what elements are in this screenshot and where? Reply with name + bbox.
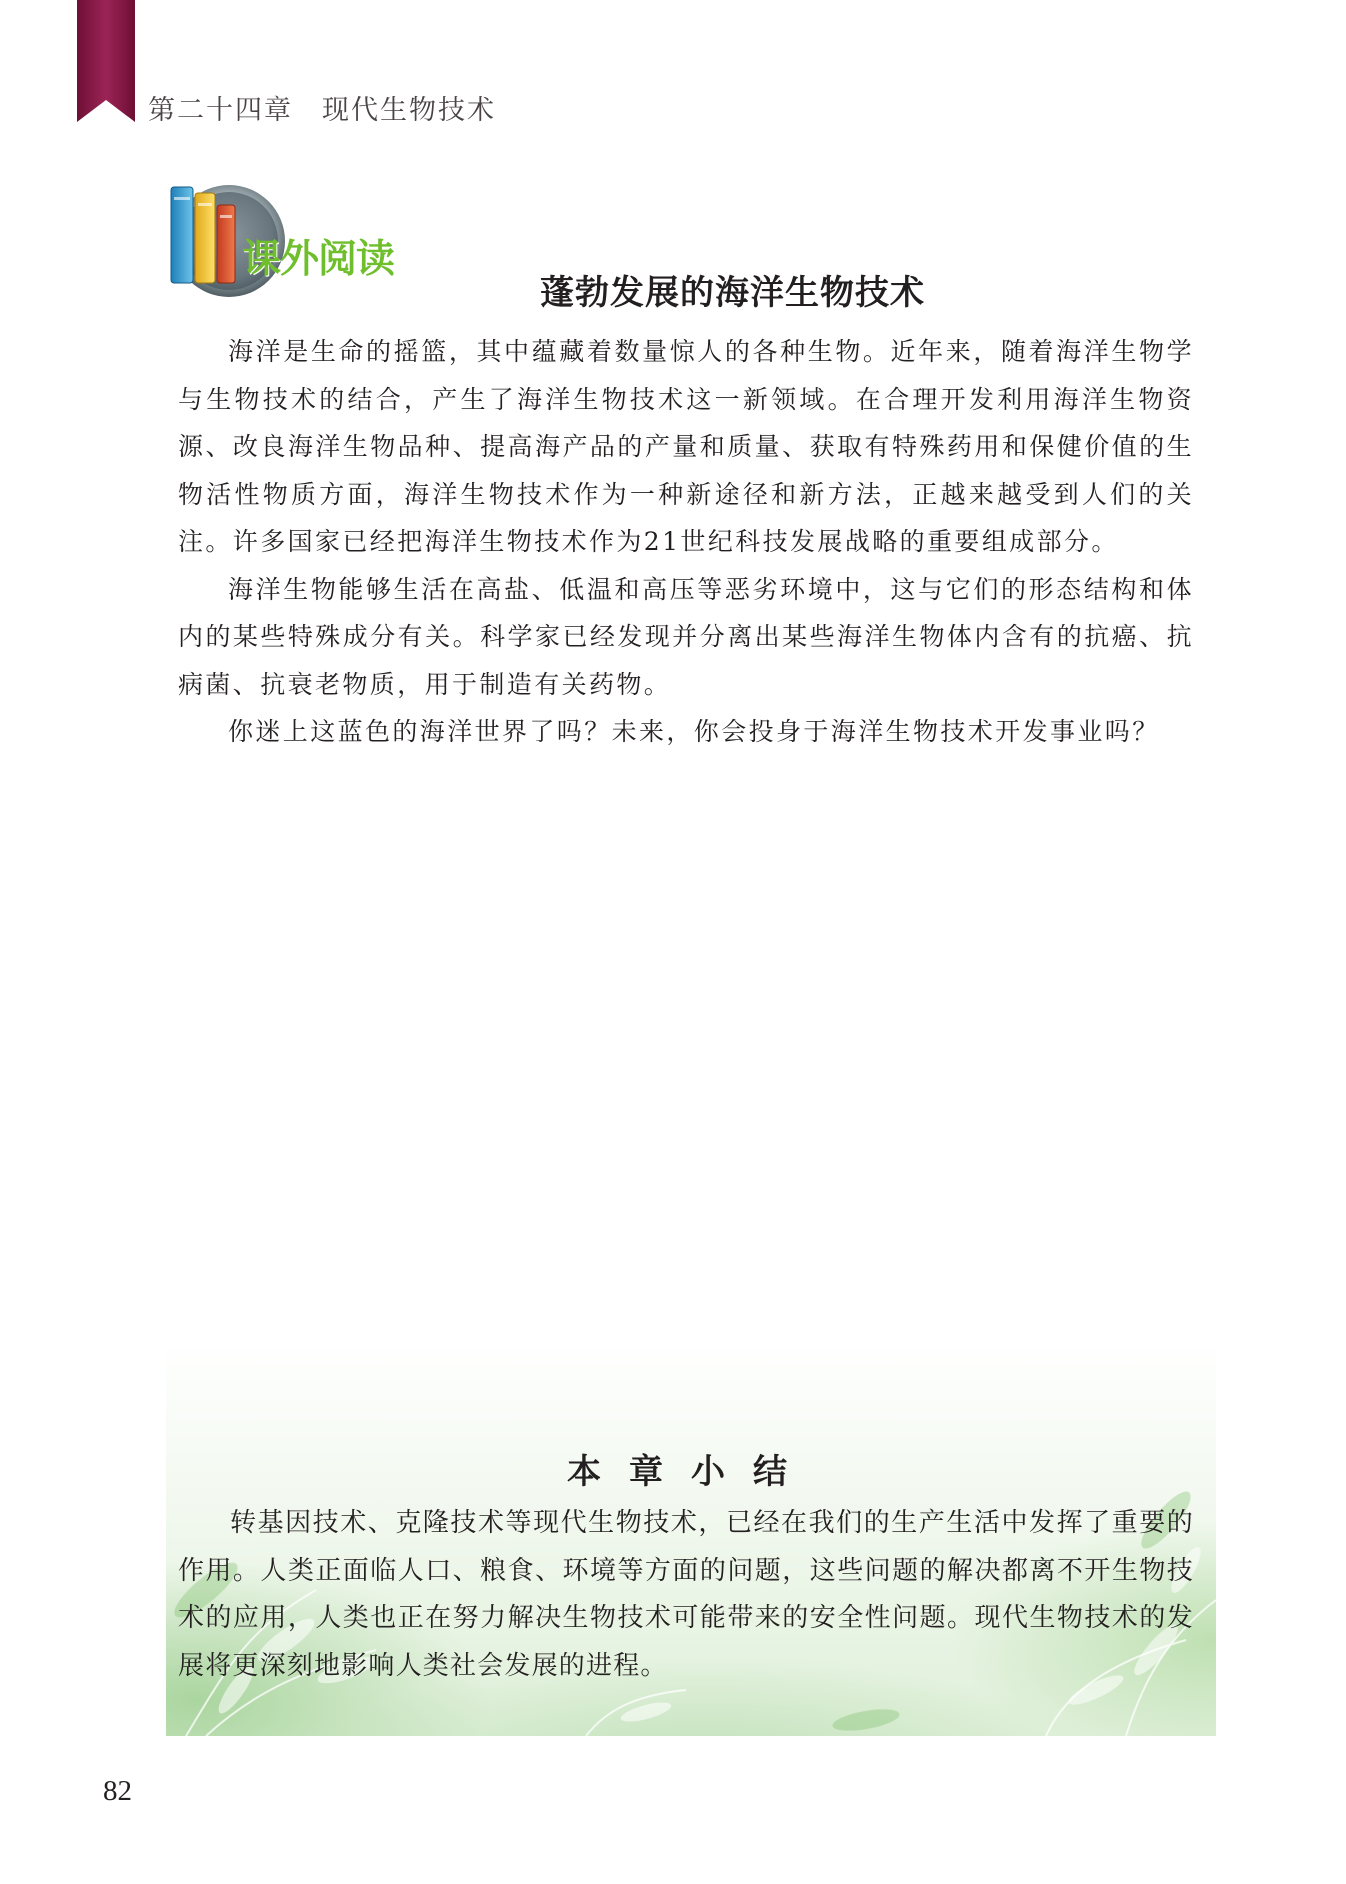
summary-panel: [166, 1340, 1216, 1736]
article-body: [178, 328, 1194, 756]
chapter-ribbon-icon: [77, 0, 135, 122]
article-paragraph: 海洋是生命的摇篮，其中蕴藏着数量惊人的各种生物。近年来，随着海洋生物学与生物技术的结合，产生了海洋生物技术这一新领域。在合理开发利用海洋生物资源、改良海洋生物品种、提高海产品的产量和质量、获取有特殊药用和保健价值的生物活性物质方面，海洋生物技术作为一种新途径和新方法，正越来越受到人们的关注。许多国家已经把海洋生物技术作为21世纪科技发展战略的重要组成部分。: [178, 337, 1194, 556]
page-number: 82: [103, 1775, 132, 1807]
article-paragraph: 你迷上这蓝色的海洋世界了吗？未来，你会投身于海洋生物技术开发事业吗？: [228, 717, 1160, 746]
summary-title: 本章小结: [567, 1452, 815, 1492]
badge-label: 课外阅读: [242, 237, 395, 282]
article-paragraph: 海洋生物能够生活在高盐、低温和高压等恶劣环境中，这与它们的形态结构和体内的某些特殊成分有关。科学家已经发现并分离出某些海洋生物体内含有的抗癌、抗病菌、抗衰老物质，用于制造有关药物。: [178, 574, 1194, 699]
chapter-title: 第二十四章 现代生物技术: [148, 95, 496, 126]
article-title: 蓬勃发展的海洋生物技术: [540, 273, 925, 313]
summary-text: 转基因技术、克隆技术等现代生物技术，已经在我们的生产生活中发挥了重要的作用。人类正面临人口、粮食、环境等方面的问题，这些问题的解决都离不开生物技术的应用，人类也正在努力解决生物技术可能带来的安全性问题。现代生物技术的发展将更深刻地影响人类社会发展的进程。: [178, 1508, 1194, 1681]
